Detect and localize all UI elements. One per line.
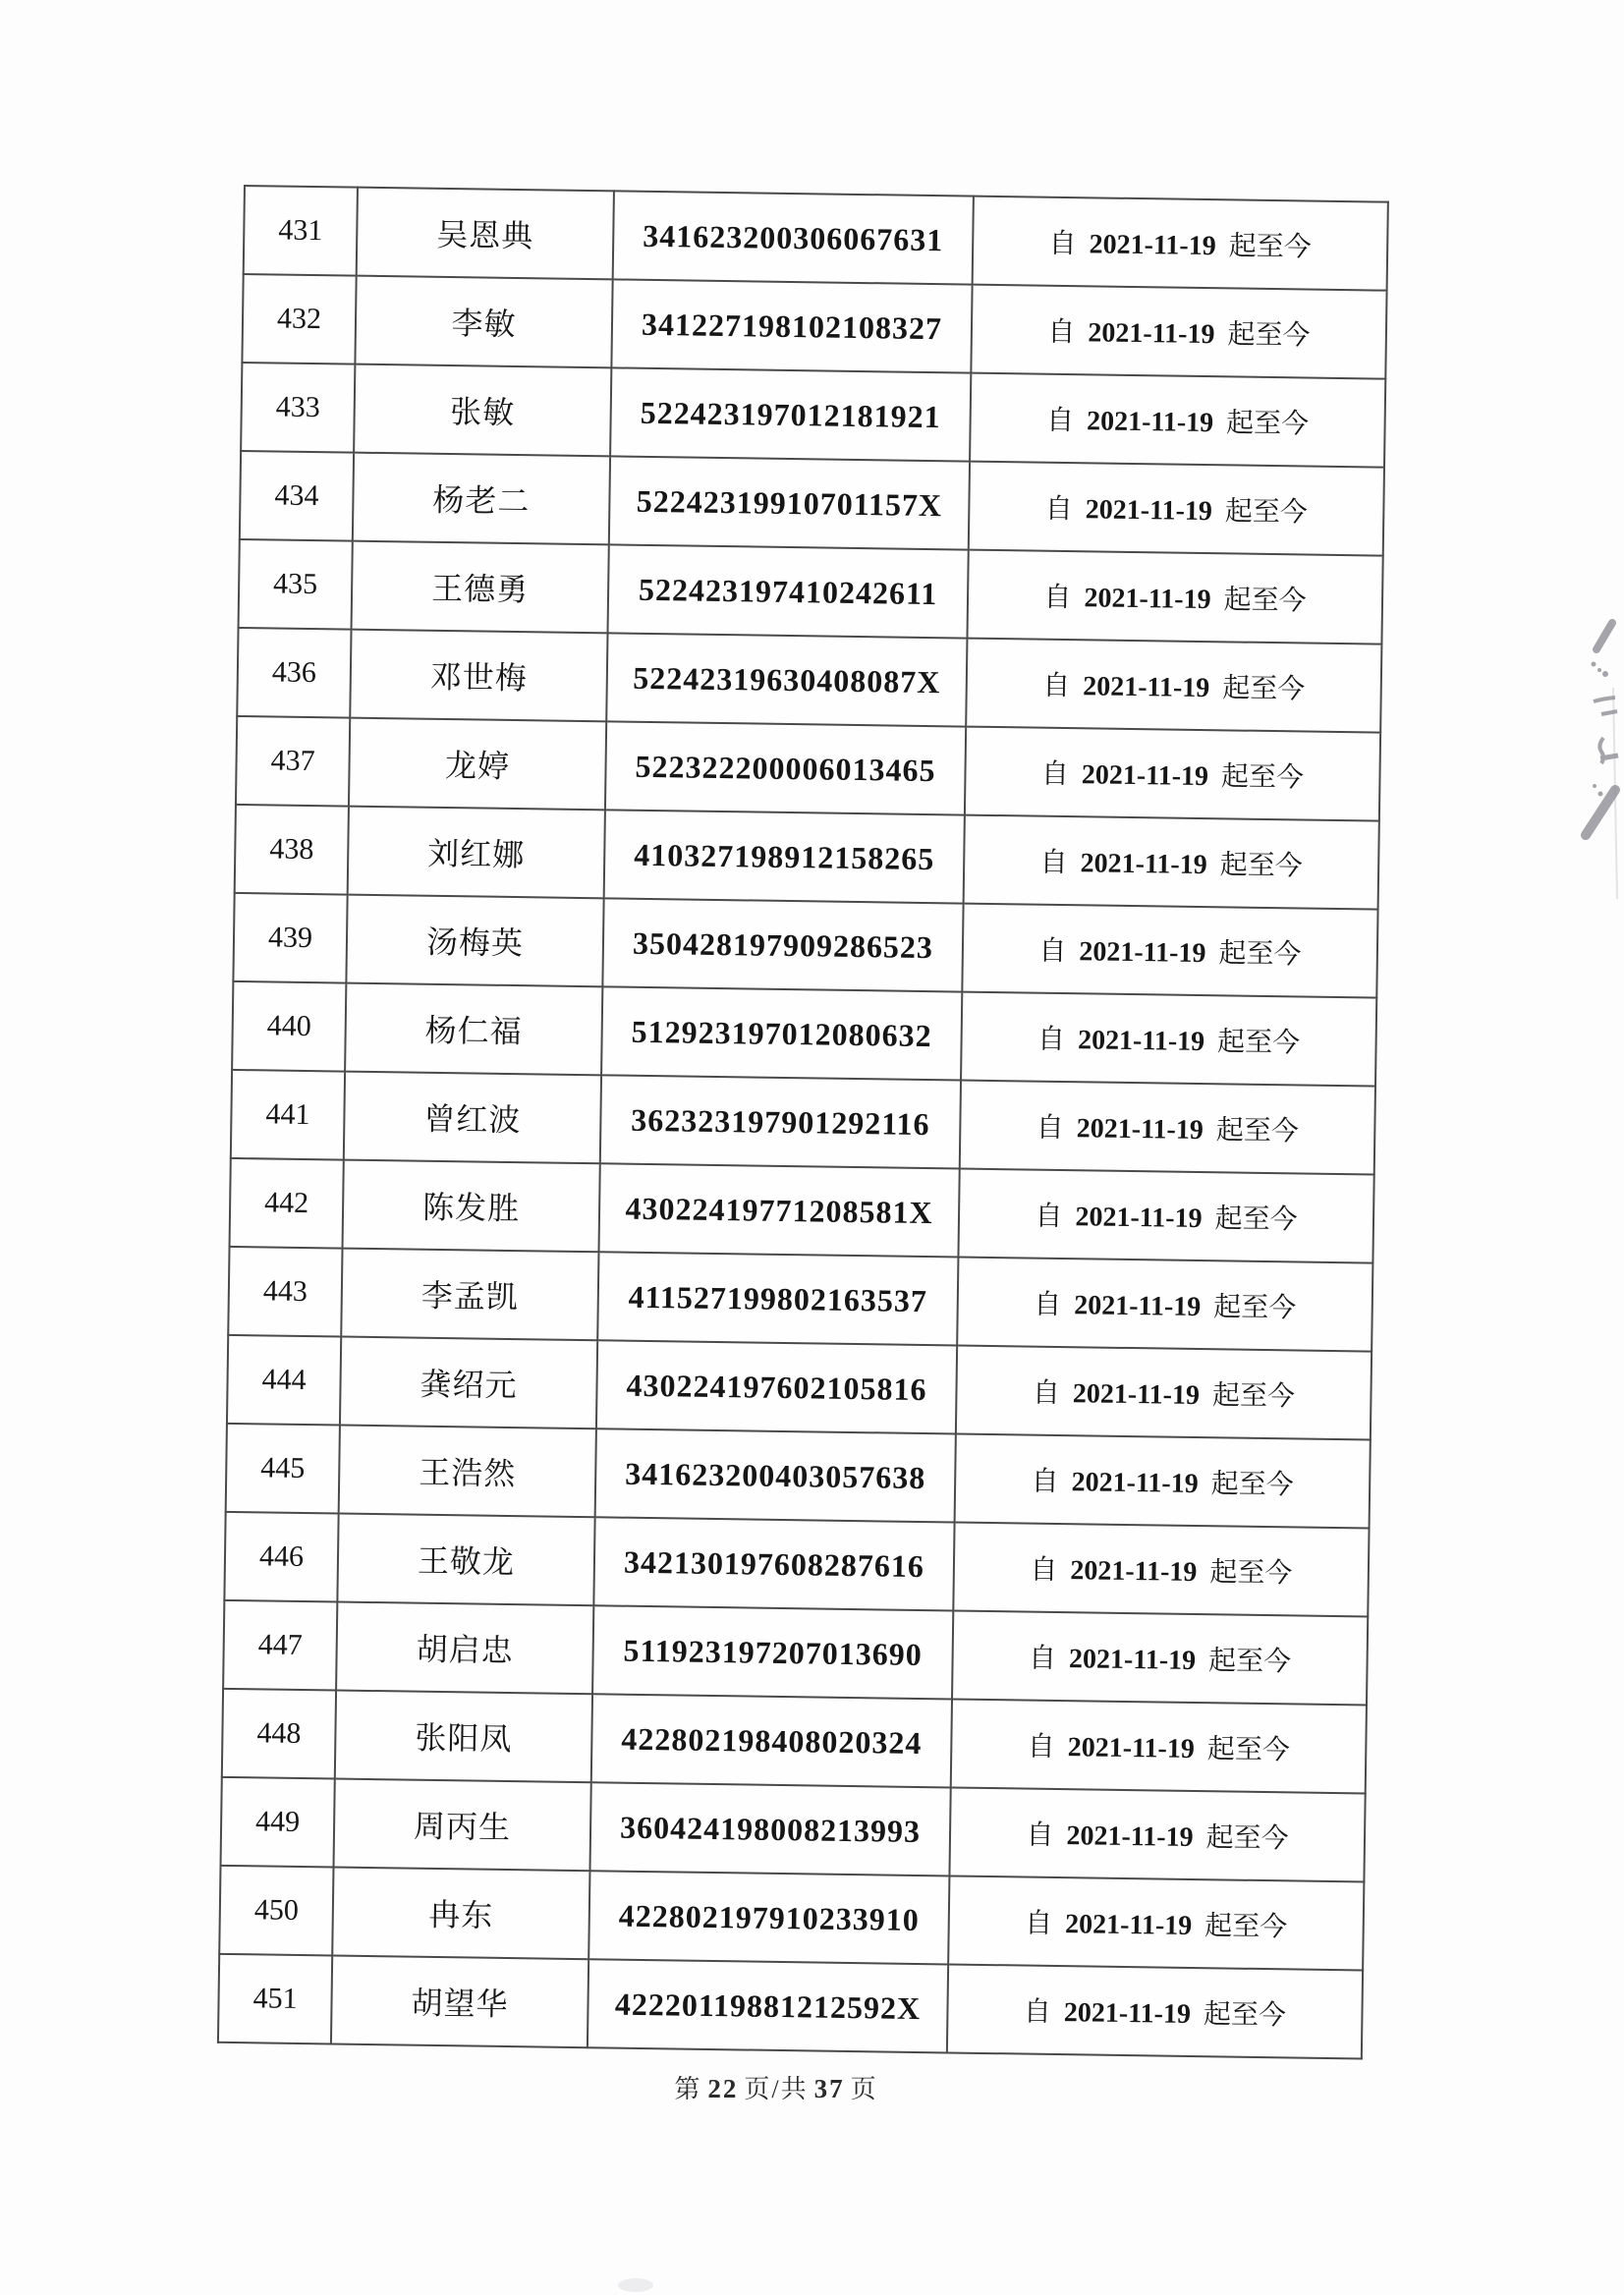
period-cell (973, 196, 1388, 291)
period-cell (949, 1787, 1365, 1881)
period-cell (952, 1610, 1368, 1705)
period-suffix: 起至今 (1212, 850, 1303, 882)
id-number-cell: 422802197910233910 (588, 1871, 949, 1964)
pen-mark-dot (1593, 784, 1596, 788)
period-cell (957, 1258, 1372, 1352)
period-cell (964, 815, 1379, 910)
period-date: 2021-11-19 (1085, 494, 1213, 528)
footer-suffix: 页 (850, 2075, 878, 2103)
serial-cell: 446 (224, 1512, 338, 1602)
period-date: 2021-11-19 (1068, 1644, 1197, 1677)
period-date: 2021-11-19 (1072, 1378, 1201, 1412)
table-row (233, 893, 1377, 998)
pen-mark-stroke (1600, 756, 1618, 758)
period-prefix: 自 (1045, 405, 1082, 437)
period-prefix: 自 (1031, 1466, 1066, 1498)
period-suffix: 起至今 (1203, 1557, 1293, 1590)
pen-mark-dot (1598, 792, 1603, 797)
footer-prefix: 第 (674, 2075, 702, 2103)
pen-mark-dot (1592, 662, 1596, 667)
id-number-cell: 411527199802163537 (597, 1252, 958, 1345)
serial-cell: 445 (226, 1424, 340, 1514)
footer-infix: 页/共 (744, 2075, 809, 2103)
period-prefix: 自 (1026, 1819, 1061, 1852)
period-cell (953, 1522, 1369, 1616)
id-number-cell: 511923197207013690 (592, 1605, 953, 1699)
footer-page-number: 22 (707, 2074, 739, 2103)
pen-mark-stroke (1596, 623, 1612, 649)
period-cell (948, 1875, 1364, 1970)
period-cell (956, 1346, 1372, 1440)
table-row (218, 1954, 1363, 2059)
name-cell: 周丙生 (334, 1778, 591, 1871)
period-suffix: 起至今 (1196, 1999, 1287, 2032)
period-date: 2021-11-19 (1084, 583, 1211, 616)
period-date: 2021-11-19 (1089, 229, 1216, 262)
name-cell: 张敏 (354, 364, 611, 457)
pen-mark-stroke (1599, 738, 1603, 763)
period-suffix: 起至今 (1207, 1203, 1298, 1236)
period-prefix: 自 (1038, 935, 1074, 968)
serial-cell: 436 (237, 628, 351, 718)
name-cell: 冉东 (332, 1867, 589, 1959)
table-row (244, 186, 1388, 291)
serial-cell: 434 (240, 451, 354, 541)
period-suffix: 起至今 (1215, 673, 1306, 705)
serial-cell: 447 (223, 1600, 337, 1691)
table-row (230, 1158, 1374, 1263)
id-number-cell: 362323197901292116 (600, 1075, 961, 1168)
period-cell (961, 992, 1376, 1087)
period-date: 2021-11-19 (1067, 1732, 1196, 1765)
table-row (237, 628, 1381, 733)
period-date: 2021-11-19 (1063, 1997, 1192, 2030)
serial-cell: 451 (218, 1954, 332, 2044)
period-suffix: 起至今 (1201, 1646, 1292, 1678)
period-date: 2021-11-19 (1064, 1909, 1193, 1941)
pen-mark-stroke (1601, 711, 1617, 714)
name-cell: 邓世梅 (350, 630, 607, 722)
id-number-cell: 42220119881212592X (588, 1959, 948, 2052)
period-suffix: 起至今 (1209, 1027, 1301, 1059)
period-prefix: 自 (1044, 493, 1081, 526)
id-number-cell: 341227198102108327 (611, 279, 972, 372)
id-number-cell: 360424198008213993 (589, 1782, 950, 1875)
id-number-cell: 430224197602105816 (596, 1340, 957, 1433)
table-row (236, 716, 1380, 821)
table-row (222, 1689, 1367, 1794)
serial-cell: 444 (227, 1335, 341, 1426)
table-row (227, 1335, 1372, 1440)
table-row (235, 805, 1379, 910)
period-prefix: 自 (1024, 1908, 1060, 1940)
table-row (241, 363, 1385, 468)
period-suffix: 起至今 (1199, 1822, 1289, 1855)
pen-mark-dot (1602, 671, 1608, 677)
period-suffix: 起至今 (1206, 1292, 1297, 1324)
name-cell: 王浩然 (339, 1426, 596, 1518)
roster-table (217, 185, 1387, 2059)
period-cell (947, 1964, 1363, 2058)
period-suffix: 起至今 (1216, 585, 1307, 617)
serial-cell: 431 (244, 186, 358, 276)
table-row (232, 981, 1376, 1087)
table-row (226, 1424, 1371, 1529)
table-row (223, 1600, 1368, 1706)
id-number-cell: 522423197012181921 (610, 367, 971, 461)
period-prefix: 自 (1041, 670, 1078, 702)
period-suffix: 起至今 (1213, 761, 1305, 794)
period-prefix: 自 (1032, 1377, 1068, 1410)
serial-cell: 448 (222, 1689, 336, 1779)
table-row (219, 1866, 1364, 1971)
name-cell: 胡启忠 (336, 1602, 593, 1695)
table-row (240, 451, 1384, 556)
id-number-cell: 410327198912158265 (604, 810, 965, 903)
name-cell: 王德勇 (352, 541, 609, 634)
id-number-cell: 342130197608287616 (593, 1517, 954, 1610)
serial-cell: 437 (236, 716, 350, 807)
period-cell (958, 1169, 1373, 1263)
serial-cell: 449 (221, 1777, 335, 1868)
period-prefix: 自 (1033, 1289, 1069, 1321)
period-cell (969, 462, 1384, 556)
period-date: 2021-11-19 (1082, 671, 1210, 704)
id-number-cell: 350428197909286523 (602, 898, 963, 991)
period-date: 2021-11-19 (1079, 936, 1206, 970)
period-date: 2021-11-19 (1075, 1202, 1203, 1235)
period-suffix: 起至今 (1200, 1734, 1291, 1766)
serial-cell: 442 (230, 1158, 344, 1249)
name-cell: 李孟凯 (341, 1249, 598, 1341)
period-prefix: 自 (1048, 228, 1084, 260)
period-prefix: 自 (1035, 1201, 1070, 1233)
table-row (224, 1512, 1369, 1617)
serial-cell: 443 (228, 1247, 342, 1337)
table-row (242, 274, 1386, 379)
name-cell: 龙婷 (349, 718, 606, 811)
period-suffix: 起至今 (1217, 496, 1309, 529)
table-row (228, 1247, 1372, 1352)
period-prefix: 自 (1047, 316, 1083, 349)
period-prefix: 自 (1036, 1112, 1071, 1145)
id-number-cell: 512923197012080632 (601, 986, 962, 1080)
serial-cell: 435 (239, 539, 353, 630)
name-cell: 陈发胜 (343, 1160, 600, 1253)
serial-cell: 438 (235, 805, 349, 895)
page-footer (0, 2069, 1552, 2105)
id-number-cell: 522423197410242611 (608, 544, 969, 638)
period-date: 2021-11-19 (1070, 1555, 1198, 1589)
id-number-cell: 522322200006013465 (605, 721, 966, 814)
id-number-cell: 341623200306067631 (613, 191, 974, 284)
id-number-cell: 43022419771208581X (598, 1163, 959, 1257)
pen-mark-stroke (1586, 790, 1615, 835)
period-suffix: 起至今 (1221, 231, 1312, 263)
period-suffix: 起至今 (1204, 1469, 1294, 1501)
period-prefix: 自 (1040, 758, 1077, 791)
roster-grid (217, 185, 1389, 2059)
name-cell: 吴恩典 (357, 188, 614, 280)
period-cell (971, 285, 1386, 379)
table-row (231, 1070, 1375, 1175)
period-date: 2021-11-19 (1077, 1025, 1205, 1058)
id-number-cell: 52242319630408087X (606, 633, 967, 726)
paper-crease (1613, 688, 1617, 899)
name-cell: 杨仁福 (345, 983, 602, 1076)
id-number-cell: 422802198408020324 (591, 1694, 952, 1787)
table-row (239, 539, 1383, 644)
footer-total-pages: 37 (813, 2074, 845, 2103)
period-date: 2021-11-19 (1088, 317, 1215, 351)
pen-mark-stroke (1594, 698, 1615, 701)
serial-cell: 450 (219, 1866, 333, 1956)
period-prefix: 自 (1036, 1024, 1073, 1056)
period-prefix: 自 (1030, 1554, 1065, 1587)
period-cell (965, 727, 1380, 821)
serial-cell: 441 (231, 1070, 345, 1160)
period-cell (970, 373, 1385, 468)
id-number-cell: 341623200403057638 (595, 1428, 956, 1522)
period-cell (955, 1434, 1371, 1529)
period-date: 2021-11-19 (1066, 1820, 1194, 1854)
period-cell (960, 1081, 1375, 1175)
period-cell (966, 639, 1381, 733)
name-cell: 汤梅英 (346, 895, 603, 987)
period-suffix: 起至今 (1211, 938, 1302, 971)
roster-body (218, 186, 1388, 2058)
period-prefix: 自 (1023, 1996, 1059, 2029)
period-date: 2021-11-19 (1080, 848, 1207, 881)
name-cell: 张阳凤 (335, 1691, 592, 1783)
period-cell (962, 904, 1377, 998)
id-number-cell: 52242319910701157X (609, 456, 970, 549)
serial-cell: 440 (232, 981, 346, 1072)
name-cell: 王敬龙 (337, 1514, 594, 1606)
period-suffix: 起至今 (1204, 1380, 1296, 1413)
name-cell: 杨老二 (353, 453, 610, 545)
period-date: 2021-11-19 (1073, 1290, 1202, 1323)
period-cell (951, 1699, 1367, 1793)
pen-marks (1586, 623, 1618, 835)
period-suffix: 起至今 (1198, 1911, 1288, 1943)
period-prefix: 自 (1039, 847, 1075, 879)
period-prefix: 自 (1027, 1731, 1062, 1763)
period-date: 2021-11-19 (1076, 1113, 1204, 1147)
name-cell: 李敏 (355, 276, 612, 368)
serial-cell: 433 (241, 363, 355, 453)
pen-mark-dot (1597, 668, 1601, 672)
period-cell (967, 550, 1382, 644)
period-suffix: 起至今 (1220, 319, 1311, 352)
serial-cell: 439 (233, 893, 347, 983)
period-prefix: 自 (1028, 1643, 1064, 1675)
period-date: 2021-11-19 (1081, 759, 1209, 793)
table-row (221, 1777, 1366, 1882)
name-cell: 刘红娜 (348, 807, 605, 899)
serial-cell: 432 (242, 274, 356, 364)
name-cell: 曾红波 (344, 1072, 601, 1164)
period-suffix: 起至今 (1218, 408, 1310, 440)
period-date: 2021-11-19 (1086, 406, 1214, 439)
bottom-smudge (618, 2278, 653, 2292)
name-cell: 龚绍元 (340, 1337, 597, 1429)
name-cell: 胡望华 (331, 1955, 588, 2047)
period-date: 2021-11-19 (1071, 1467, 1199, 1500)
period-suffix: 起至今 (1208, 1115, 1300, 1148)
period-prefix: 自 (1043, 582, 1079, 614)
